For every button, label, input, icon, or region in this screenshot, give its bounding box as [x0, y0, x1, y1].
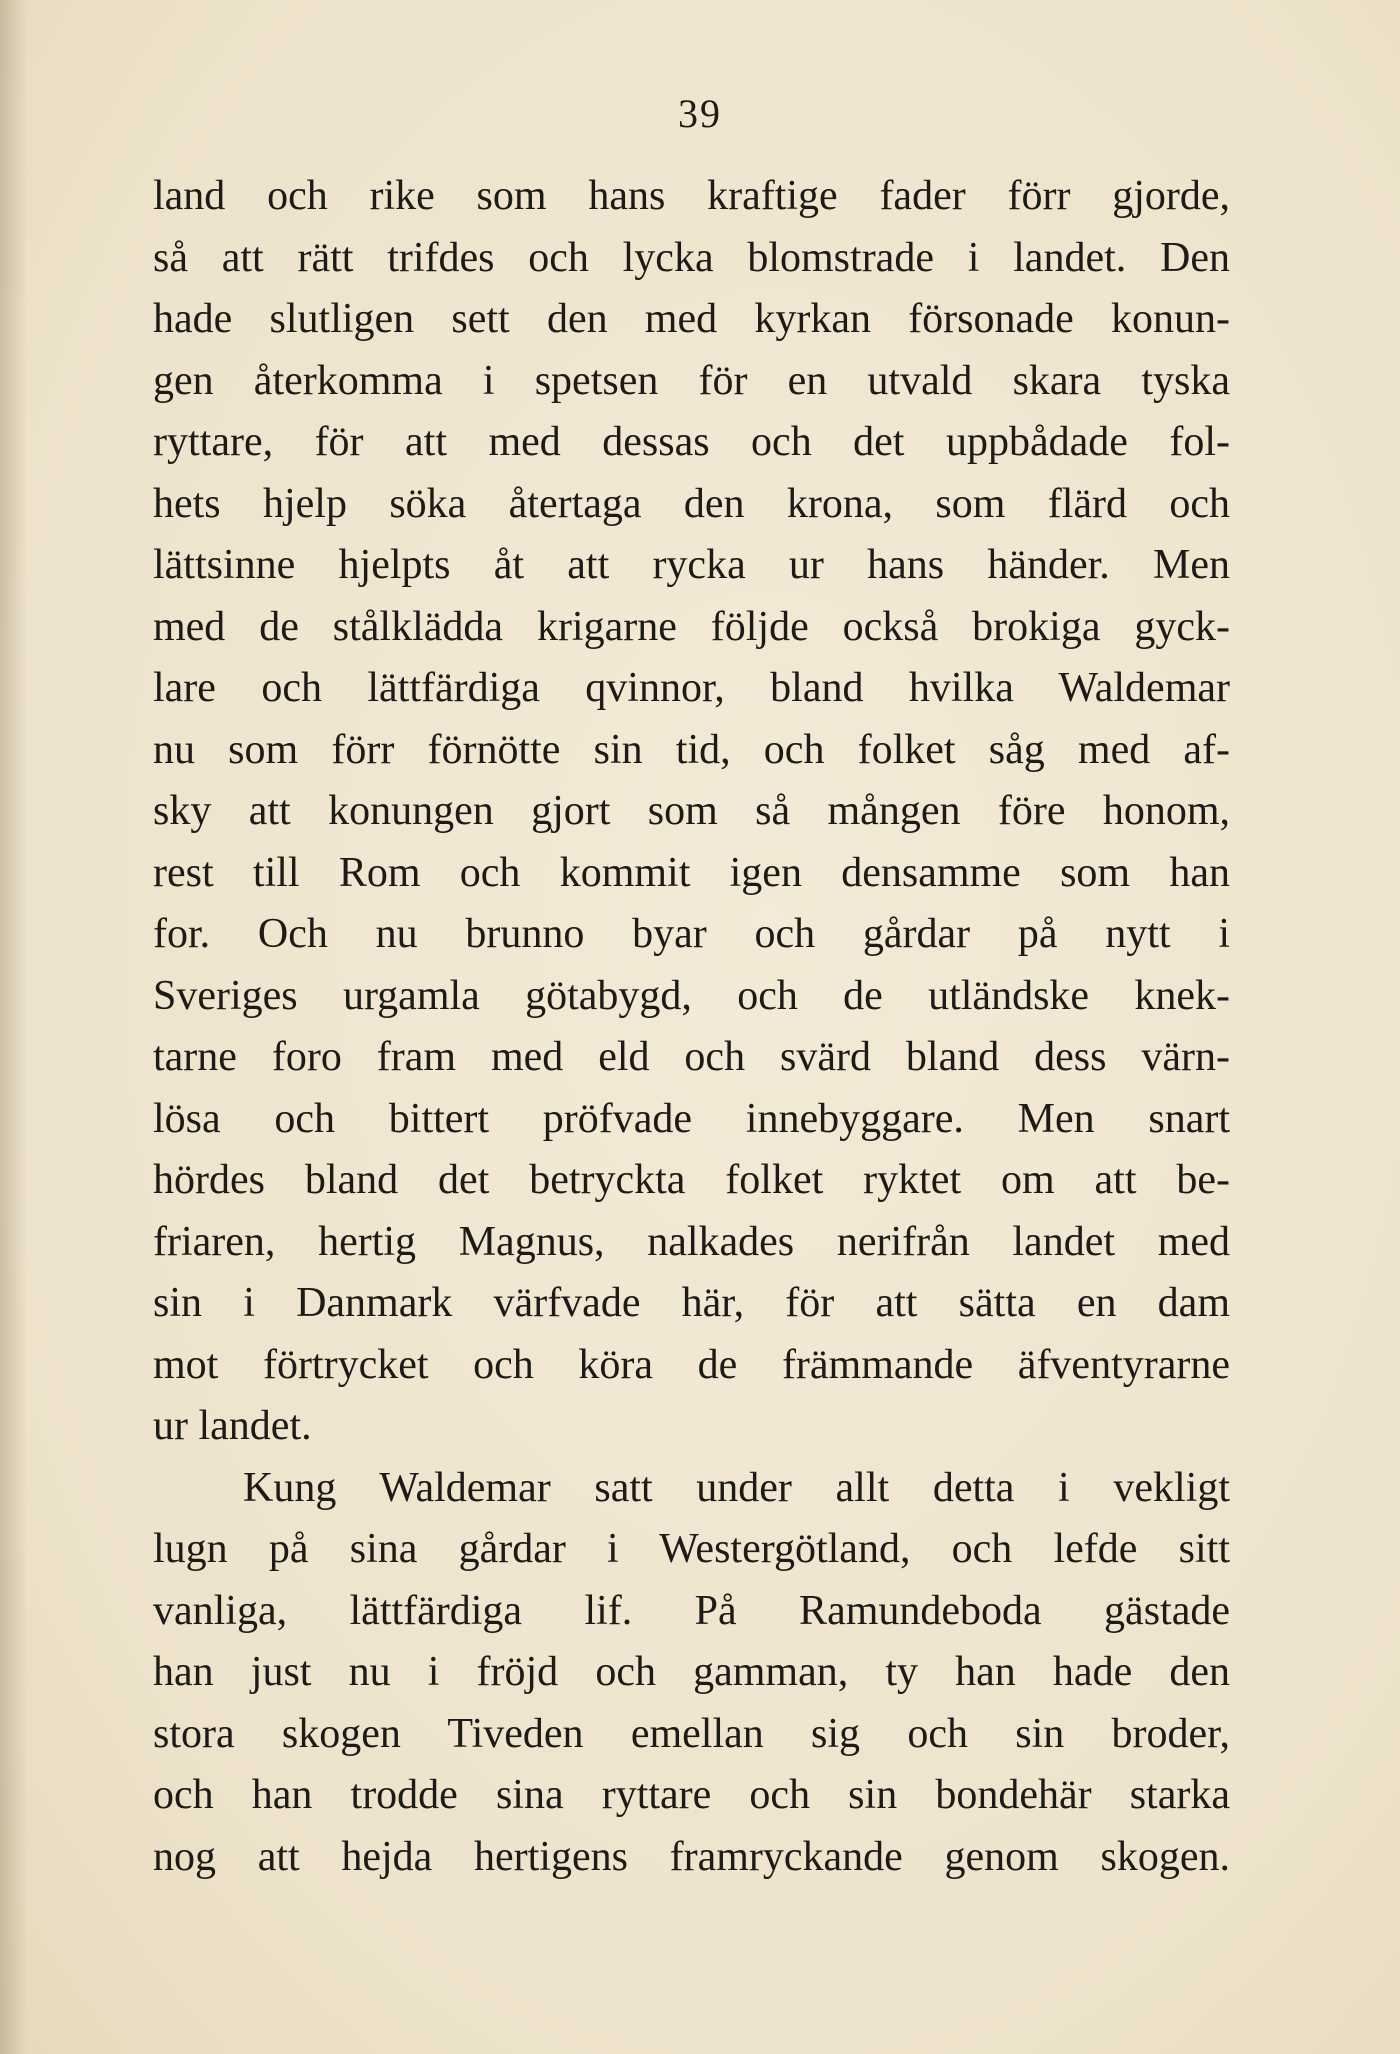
page-edge-shadow	[0, 0, 28, 2054]
text-line: och han trodde sina ryttare och sin bondehär starka	[153, 1772, 1230, 1818]
text-line: ryttare, för att med dessas och det uppbådade fol-	[153, 419, 1230, 465]
text-line: vanliga, lättfärdiga lif. På Ramundeboda gästade	[153, 1587, 1230, 1634]
text-line: gen återkomma i spetsen för en utvald skara tyska	[153, 357, 1230, 404]
text-line: sky att konungen gjort som så mången före honom,	[153, 788, 1230, 834]
text-line: nu som förr förnötte sin tid, och folket såg med af-	[153, 726, 1230, 773]
text-line: hade slutligen sett den med kyrkan försonade konun-	[153, 296, 1230, 342]
text-line: han just nu i fröjd och gamman, ty han hade den	[153, 1649, 1230, 1695]
text-line: tarne foro fram med eld och svärd bland dess värn-	[153, 1034, 1230, 1080]
paragraph-end-line: ur landet.	[153, 1403, 312, 1449]
text-line: lättsinne hjelpts åt att rycka ur hans händer. Men	[153, 542, 1230, 588]
text-line: for. Och nu brunno byar och gårdar på nytt i	[153, 911, 1230, 957]
text-line: stora skogen Tiveden emellan sig och sin broder,	[153, 1710, 1230, 1757]
text-line: hets hjelp söka återtaga den krona, som flärd och	[153, 480, 1230, 527]
text-line: mot förtrycket och köra de främmande äfventyrarne	[153, 1341, 1230, 1388]
text-line: med de stålklädda krigarne följde också brokiga gyck-	[153, 603, 1230, 650]
text-line: lösa och bittert pröfvade innebyggare. Men snart	[153, 1095, 1230, 1142]
text-line: så att rätt trifdes och lycka blomstrade i landet. Den	[153, 234, 1230, 281]
text-line: land och rike som hans kraftige fader förr gjorde,	[153, 173, 1230, 219]
paragraph-start-line: Kung Waldemar satt under allt detta i vekligt	[243, 1464, 1230, 1511]
text-line: rest till Rom och kommit igen densamme som han	[153, 849, 1230, 896]
text-line: hördes bland det betryckta folket ryktet om att be-	[153, 1157, 1230, 1203]
text-line: nog att hejda hertigens framryckande genom skogen.	[153, 1833, 1230, 1880]
text-line: friaren, hertig Magnus, nalkades nerifrån landet med	[153, 1218, 1230, 1265]
body-text	[153, 166, 1230, 1888]
text-line: lare och lättfärdiga qvinnor, bland hvilka Waldemar	[153, 665, 1230, 711]
text-line: sin i Danmark värfvade här, för att sätta en dam	[153, 1280, 1230, 1326]
text-line: Sveriges urgamla götabygd, och de utländske knek-	[153, 972, 1230, 1019]
page-number: 39	[678, 91, 722, 136]
text-line: lugn på sina gårdar i Westergötland, och lefde sitt	[153, 1526, 1230, 1572]
